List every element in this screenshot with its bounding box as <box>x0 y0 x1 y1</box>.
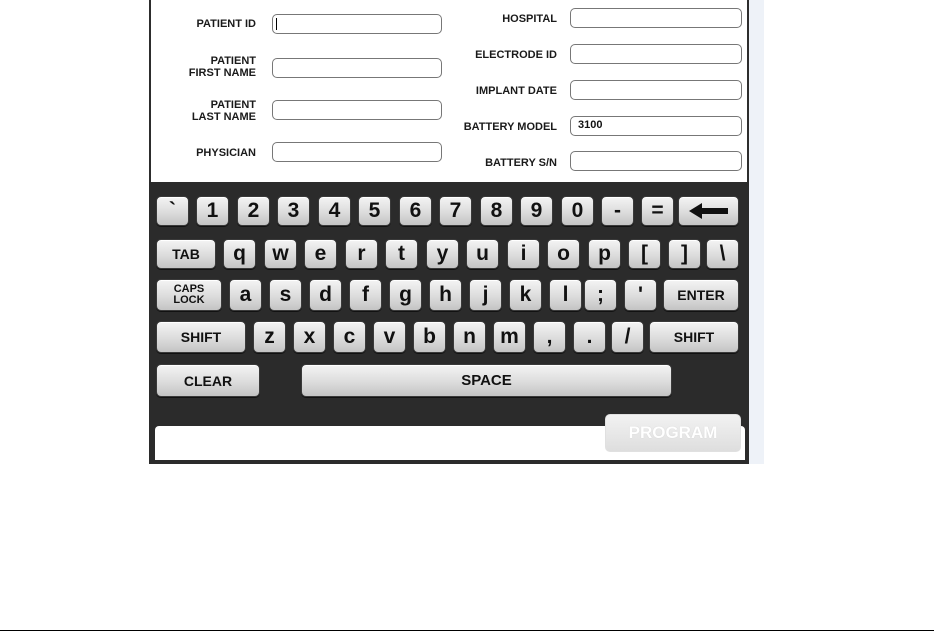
hospital-field[interactable] <box>570 8 742 28</box>
key-backtick[interactable]: ` <box>156 196 189 226</box>
battery-sn-label: BATTERY S/N <box>485 157 557 169</box>
program-button[interactable]: PROGRAM <box>605 414 741 452</box>
key-enter[interactable]: ENTER <box>663 279 739 311</box>
key-z[interactable]: z <box>253 321 286 353</box>
patient-last-name-label: PATIENT LAST NAME <box>191 99 256 123</box>
key-9[interactable]: 9 <box>520 196 553 226</box>
key-c[interactable]: c <box>333 321 366 353</box>
implant-date-label: IMPLANT DATE <box>475 85 557 97</box>
key-a[interactable]: a <box>229 279 262 311</box>
key-v[interactable]: v <box>373 321 406 353</box>
hospital-label: HOSPITAL <box>502 13 557 25</box>
electrode-id-field[interactable] <box>570 44 742 64</box>
key-backspace[interactable] <box>678 196 739 226</box>
key-4[interactable]: 4 <box>318 196 351 226</box>
key-0[interactable]: 0 <box>561 196 594 226</box>
key-2[interactable]: 2 <box>237 196 270 226</box>
key-q[interactable]: q <box>223 239 256 269</box>
key-o[interactable]: o <box>547 239 580 269</box>
key-r[interactable]: r <box>345 239 378 269</box>
key-k[interactable]: k <box>509 279 542 311</box>
key-8[interactable]: 8 <box>480 196 513 226</box>
key-tab[interactable]: TAB <box>156 239 216 269</box>
key-l[interactable]: l <box>549 279 582 311</box>
key-caps-lock[interactable]: CAPS LOCK <box>156 279 222 311</box>
key-1[interactable]: 1 <box>196 196 229 226</box>
battery-model-field[interactable] <box>570 116 742 136</box>
key-m[interactable]: m <box>493 321 526 353</box>
left-arrow-icon <box>689 203 729 219</box>
key-semicolon[interactable]: ; <box>584 279 617 311</box>
key-p[interactable]: p <box>588 239 621 269</box>
physician-label: PHYSICIAN <box>196 147 256 159</box>
key-t[interactable]: t <box>385 239 418 269</box>
key-i[interactable]: i <box>507 239 540 269</box>
patient-form <box>149 0 749 182</box>
key-period[interactable]: . <box>573 321 606 353</box>
key-u[interactable]: u <box>466 239 499 269</box>
key-h[interactable]: h <box>429 279 462 311</box>
key-minus[interactable]: - <box>601 196 634 226</box>
key-d[interactable]: d <box>309 279 342 311</box>
key-left-bracket[interactable]: [ <box>628 239 661 269</box>
key-clear[interactable]: CLEAR <box>156 364 260 397</box>
key-apostrophe[interactable]: ' <box>624 279 657 311</box>
key-right-bracket[interactable]: ] <box>668 239 701 269</box>
key-f[interactable]: f <box>349 279 382 311</box>
key-j[interactable]: j <box>469 279 502 311</box>
patient-first-name-label: PATIENT FIRST NAME <box>188 55 256 79</box>
patient-id-field[interactable] <box>272 14 442 34</box>
key-3[interactable]: 3 <box>277 196 310 226</box>
key-equals[interactable]: = <box>641 196 674 226</box>
key-slash[interactable]: / <box>611 321 644 353</box>
physician-field[interactable] <box>272 142 442 162</box>
key-b[interactable]: b <box>413 321 446 353</box>
key-5[interactable]: 5 <box>358 196 391 226</box>
key-7[interactable]: 7 <box>439 196 472 226</box>
key-s[interactable]: s <box>269 279 302 311</box>
electrode-id-label: ELECTRODE ID <box>475 49 557 61</box>
text-caret <box>276 18 277 30</box>
patient-programmer-app <box>149 0 764 464</box>
battery-sn-field[interactable] <box>570 151 742 171</box>
key-x[interactable]: x <box>293 321 326 353</box>
key-w[interactable]: w <box>264 239 297 269</box>
key-g[interactable]: g <box>389 279 422 311</box>
patient-id-label: PATIENT ID <box>196 18 256 30</box>
battery-model-value: 3100 <box>578 119 603 131</box>
implant-date-field[interactable] <box>570 80 742 100</box>
key-comma[interactable]: , <box>533 321 566 353</box>
side-strip <box>749 0 764 464</box>
patient-first-name-field[interactable] <box>272 58 442 78</box>
key-n[interactable]: n <box>453 321 486 353</box>
key-6[interactable]: 6 <box>399 196 432 226</box>
key-y[interactable]: y <box>426 239 459 269</box>
key-shift-right[interactable]: SHIFT <box>649 321 739 353</box>
patient-last-name-field[interactable] <box>272 100 442 120</box>
key-e[interactable]: e <box>304 239 337 269</box>
key-backslash[interactable]: \ <box>706 239 739 269</box>
battery-model-label: BATTERY MODEL <box>463 121 557 133</box>
key-shift-left[interactable]: SHIFT <box>156 321 246 353</box>
key-space[interactable]: SPACE <box>301 364 672 397</box>
